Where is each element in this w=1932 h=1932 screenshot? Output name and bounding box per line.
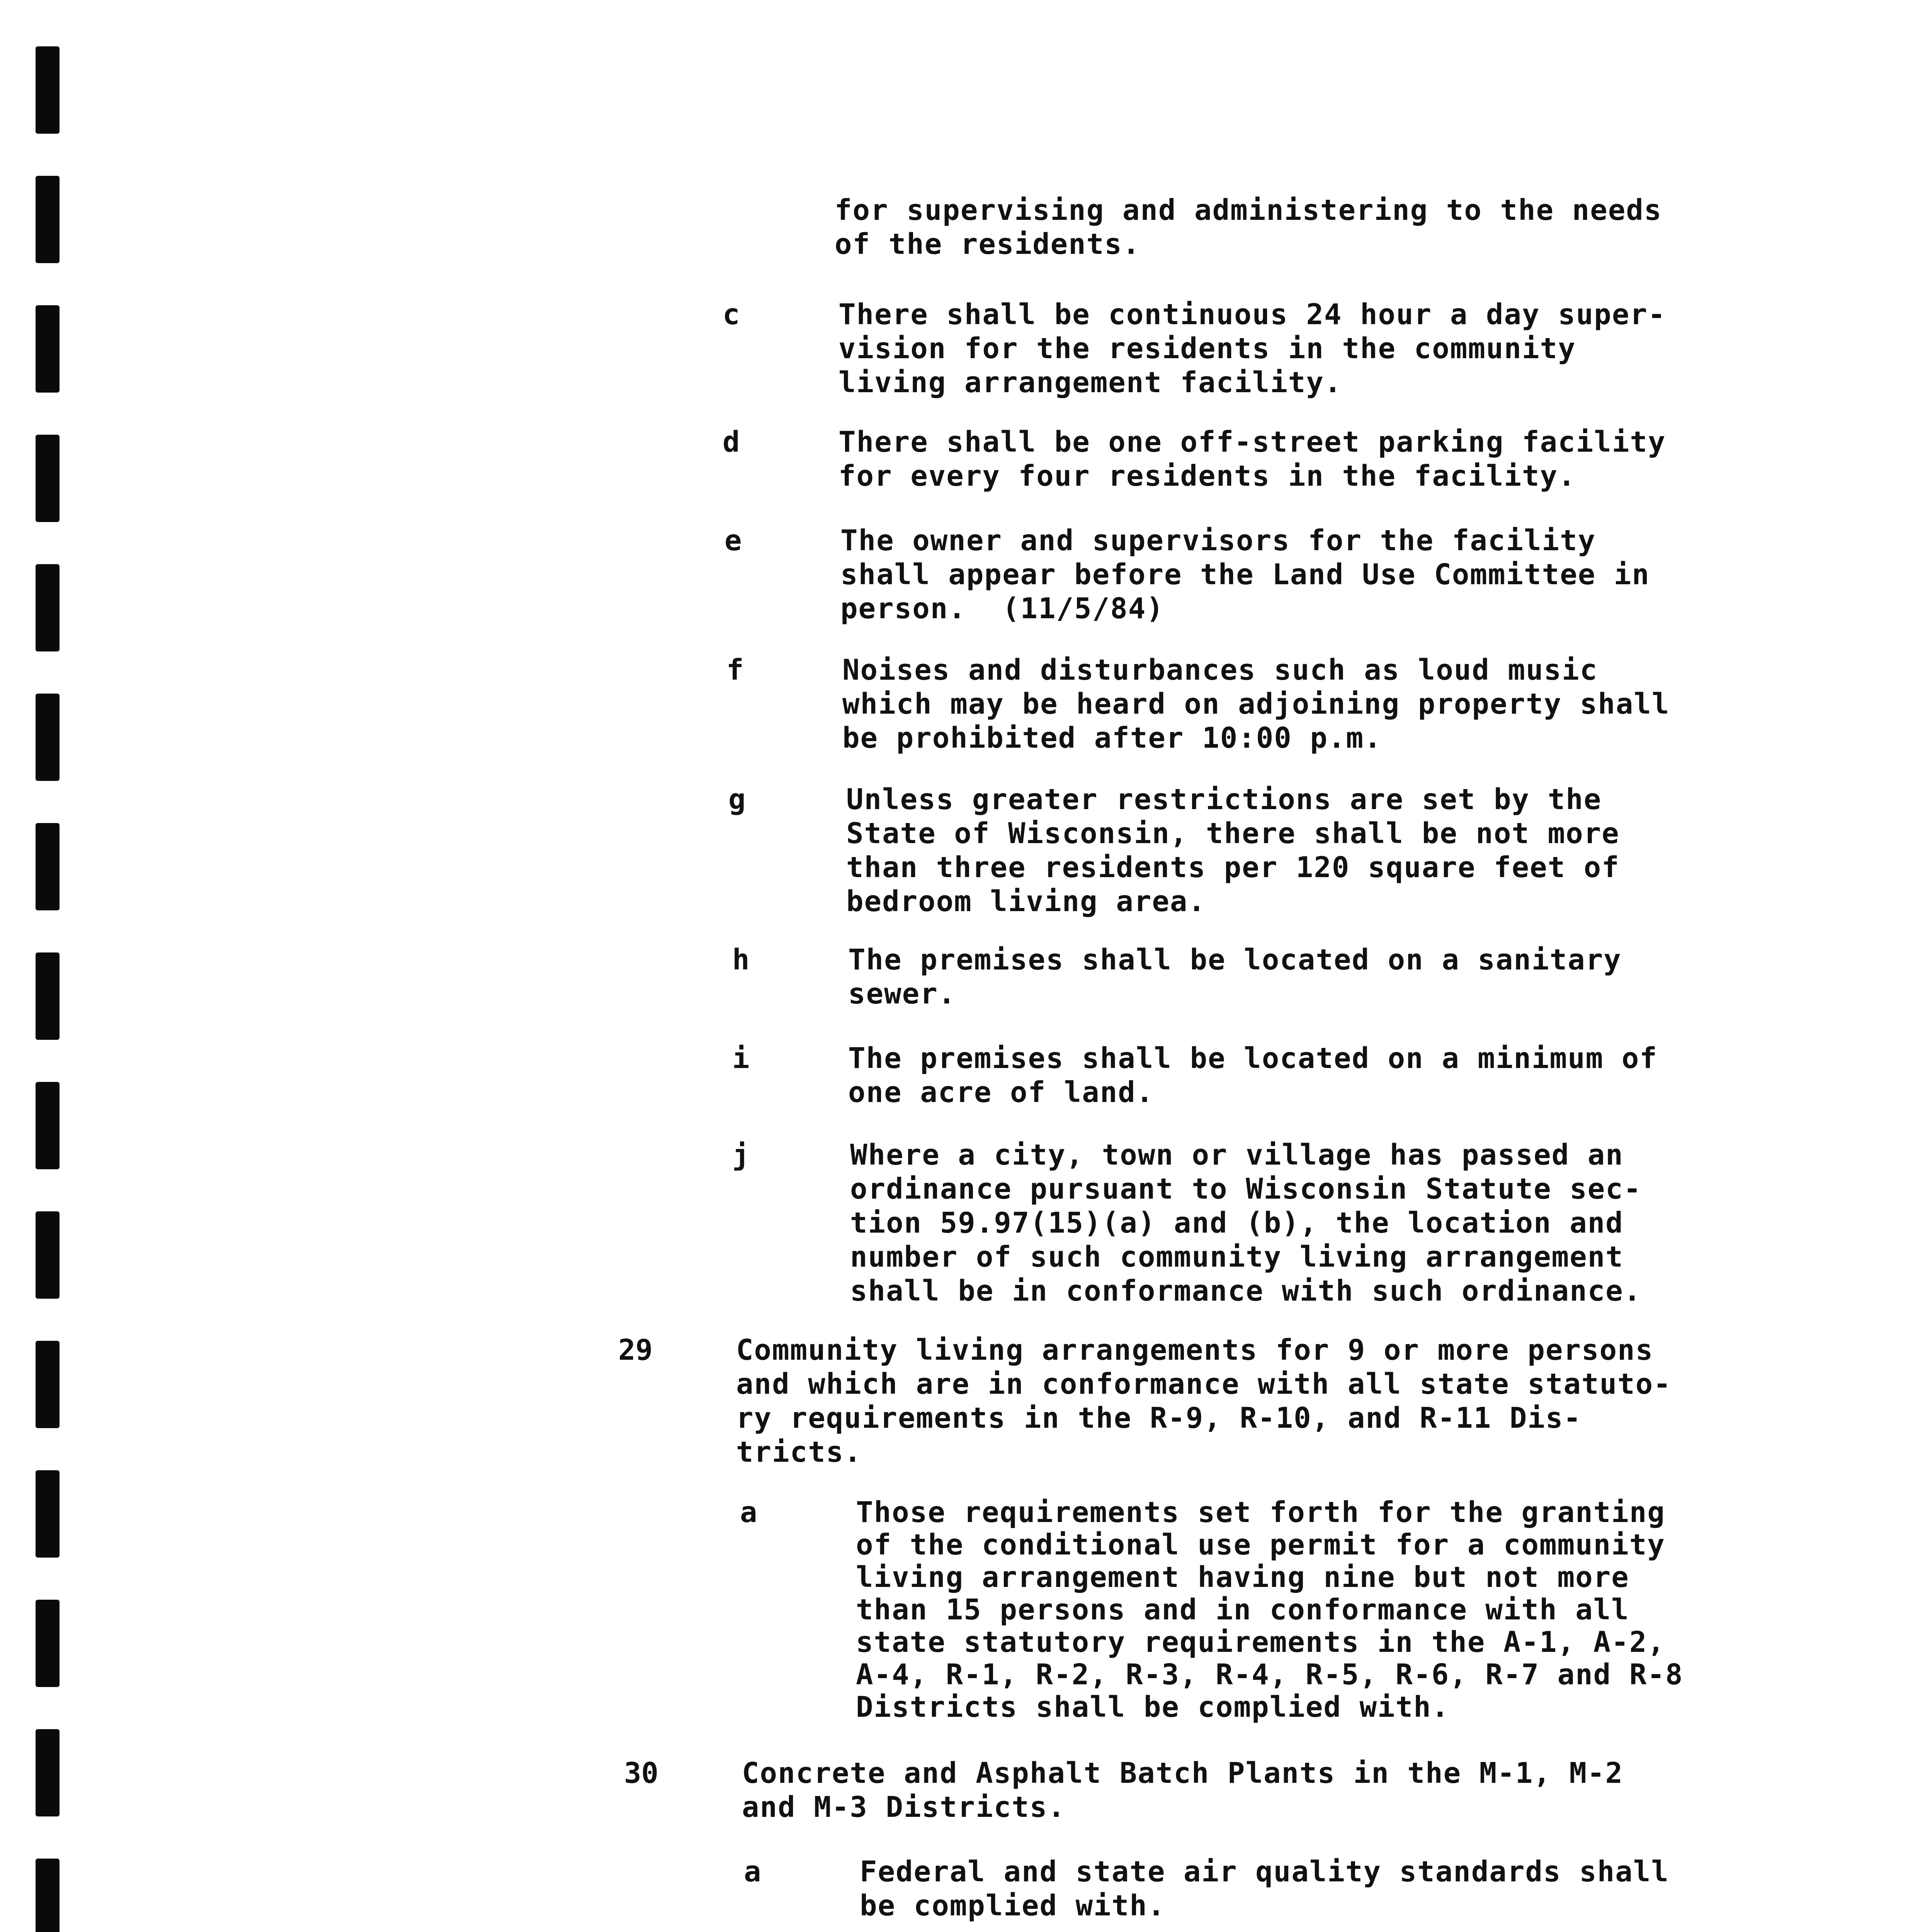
punch-hole [36,46,60,134]
text-line: for supervising and administering to the needs [835,194,1662,227]
item-label: e [724,524,742,557]
text-line: A-4, R-1, R-2, R-3, R-4, R-5, R-6, R-7 and R-8 [856,1658,1684,1691]
text-line: Where a city, town or village has passed an [850,1138,1624,1172]
text-line: Unless greater restrictions are set by the [846,783,1602,816]
text-line: State of Wisconsin, there shall be not more [846,817,1620,850]
punch-hole [36,694,60,781]
text-line: Community living arrangements for 9 or more persons [736,1333,1654,1367]
text-line: ry requirements in the R-9, R-10, and R-11 Dis- [736,1401,1582,1435]
text-line: living arrangement facility. [838,366,1342,399]
item-label: h [732,943,750,976]
item-label: a [744,1855,761,1888]
text-line: number of such community living arrangement [850,1240,1624,1274]
item-label: d [723,425,740,459]
text-line: state statutory requirements in the A-1, A-2, [856,1626,1665,1659]
text-line: Districts shall be complied with. [856,1690,1450,1724]
text-line: which may be heard on adjoining property shall [842,687,1670,721]
text-line: shall appear before the Land Use Committee in [840,558,1650,591]
section-number: 29 [618,1333,653,1367]
item-label: f [726,653,744,687]
text-line: The premises shall be located on a minimum of [848,1042,1658,1075]
text-line: one acre of land. [848,1076,1154,1109]
item-label: c [723,298,740,331]
punch-hole [36,564,60,651]
text-line: for every four residents in the facility. [838,459,1576,493]
punch-hole [36,1470,60,1558]
text-line: Noises and disturbances such as loud music [842,653,1598,687]
text-line: than three residents per 120 square feet of [846,851,1620,884]
punch-hole [36,305,60,393]
text-line: than 15 persons and in conformance with all [856,1593,1629,1626]
text-line: ordinance pursuant to Wisconsin Statute sec- [850,1172,1642,1206]
text-line: There shall be continuous 24 hour a day super- [838,298,1666,331]
text-line: tricts. [736,1435,862,1469]
text-line: of the residents. [835,228,1141,261]
text-line: of the conditional use permit for a community [856,1528,1665,1561]
punch-hole [36,1082,60,1169]
text-line: Those requirements set forth for the granting [856,1496,1665,1529]
item-label: g [728,783,746,816]
punch-hole [36,1341,60,1428]
punch-hole [36,952,60,1040]
punch-hole [36,1600,60,1687]
text-line: sewer. [848,977,956,1010]
text-line: living arrangement having nine but not more [856,1561,1629,1594]
item-label: a [740,1496,757,1529]
text-line: The premises shall be located on a sanitary [848,943,1622,976]
text-line: and M-3 Districts. [742,1791,1066,1824]
punch-hole [36,435,60,522]
text-line: shall be in conformance with such ordinance. [850,1274,1642,1308]
text-line: bedroom living area. [846,885,1206,918]
punch-hole [36,823,60,910]
section-number: 30 [624,1757,659,1790]
text-line: Concrete and Asphalt Batch Plants in the M-1, M-2 [742,1757,1624,1790]
text-line: There shall be one off-street parking facility [838,425,1666,459]
item-label: i [732,1042,750,1075]
text-line: tion 59.97(15)(a) and (b), the location and [850,1206,1624,1240]
text-line: person. (11/5/84) [840,592,1164,625]
text-line: and which are in conformance with all state statuto- [736,1367,1672,1401]
punch-hole [36,1859,60,1932]
item-label: j [732,1138,750,1172]
text-line: vision for the residents in the community [838,332,1576,365]
text-line: Federal and state air quality standards shall [860,1855,1669,1888]
punch-hole [36,1211,60,1299]
text-line: be complied with. [860,1889,1166,1922]
punch-hole [36,176,60,263]
punch-hole [36,1729,60,1816]
text-line: The owner and supervisors for the facility [840,524,1596,557]
text-line: be prohibited after 10:00 p.m. [842,721,1382,755]
